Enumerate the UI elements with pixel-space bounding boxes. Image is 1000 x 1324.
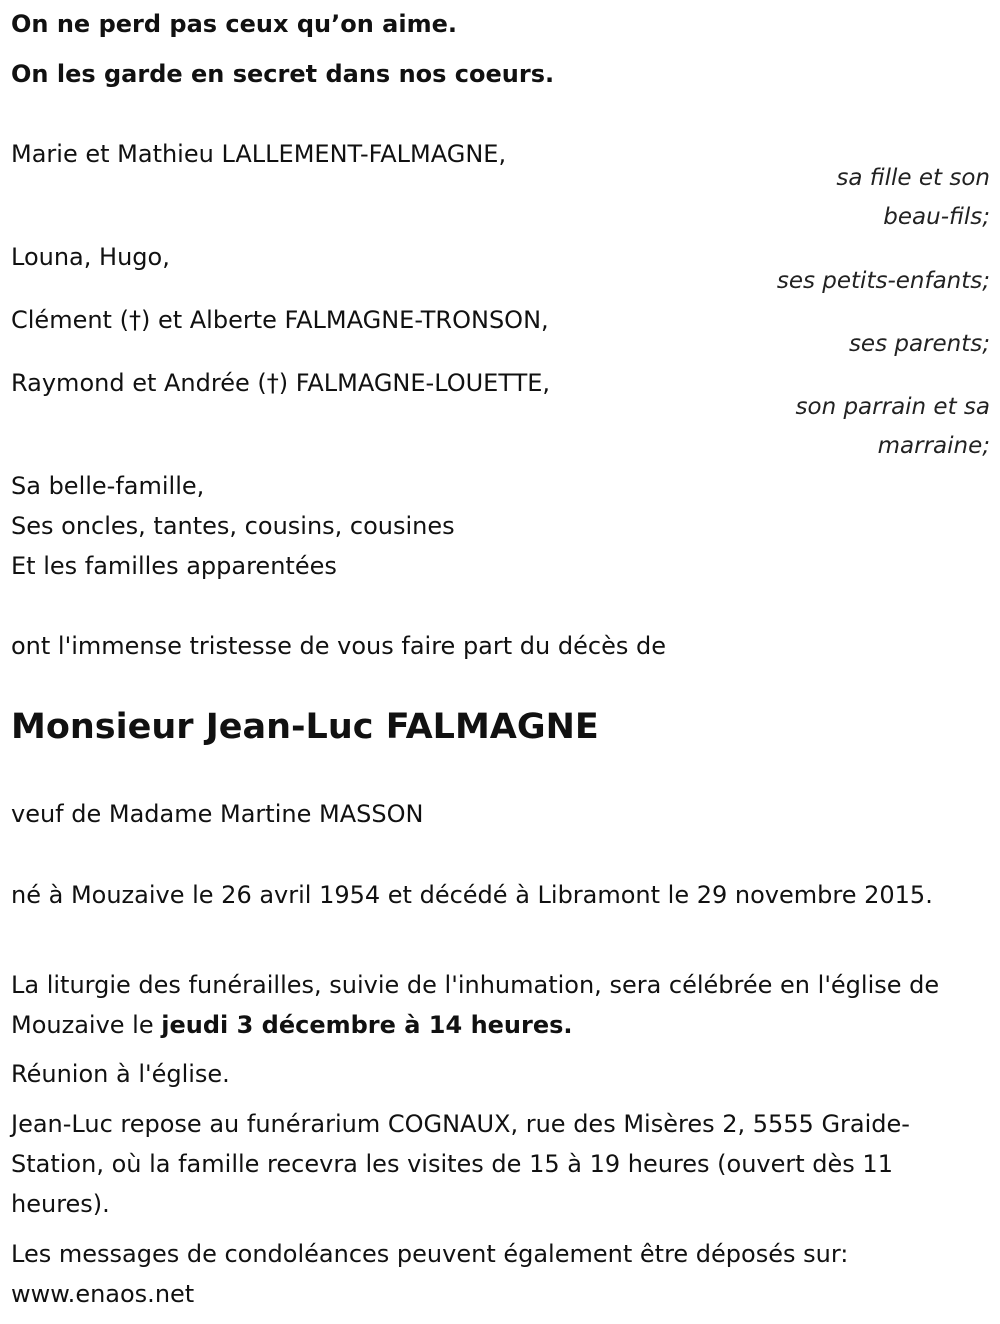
family-relation-godparents-line1: son parrain et sa <box>795 394 990 420</box>
family-names-godparents: Raymond et Andrée (†) FALMAGNE-LOUETTE, <box>11 369 551 397</box>
family-relation-grandchildren: ses petits-enfants; <box>776 268 990 294</box>
epigraph-line-2: On les garde en secret dans nos coeurs. <box>11 60 555 88</box>
family-relation-parents: ses parents; <box>848 331 990 357</box>
family-relation-godparents-line2: marraine; <box>877 433 990 459</box>
others-line-2: Ses oncles, tantes, cousins, cousines <box>11 512 455 540</box>
widower-text: veuf de Madame Martine MASSON <box>11 800 424 828</box>
others-line-1: Sa belle-famille, <box>11 472 205 500</box>
family-names-grandchildren: Louna, Hugo, <box>11 243 170 271</box>
family-relation-daughter-line1: sa fille et son <box>836 165 990 191</box>
ceremony-paragraph <box>11 965 991 1045</box>
ceremony-text: La liturgie des funérailles, suivie de l'inhumation, sera célébrée en l'église de Mouzaive le <box>11 971 940 1039</box>
deceased-name: Monsieur Jean-Luc FALMAGNE <box>11 707 599 747</box>
born-died-text: né à Mouzaive le 26 avril 1954 et décédé à Libramont le 29 novembre 2015. <box>11 881 933 909</box>
ceremony-date: jeudi 3 décembre à 14 heures. <box>161 1011 573 1039</box>
family-names-parents: Clément (†) et Alberte FALMAGNE-TRONSON, <box>11 306 549 334</box>
visitation-text: Jean-Luc repose au funérarium COGNAUX, rue des Misères 2, 5555 Graide-Station, où la famille recevra les visites de 15 à 19 heures (ouvert dès 11 heures). <box>11 1110 910 1218</box>
announcement-text: ont l'immense tristesse de vous faire part du décès de <box>11 632 666 660</box>
meeting-text: Réunion à l'église. <box>11 1060 230 1088</box>
family-names-daughter: Marie et Mathieu LALLEMENT-FALMAGNE, <box>11 140 507 168</box>
others-line-3: Et les familles apparentées <box>11 552 337 580</box>
condolences-text: Les messages de condoléances peuvent également être déposés sur: www.enaos.net <box>11 1240 849 1308</box>
family-relation-daughter-line2: beau-fils; <box>883 204 990 230</box>
epigraph-line-1: On ne perd pas ceux qu’on aime. <box>11 10 457 38</box>
